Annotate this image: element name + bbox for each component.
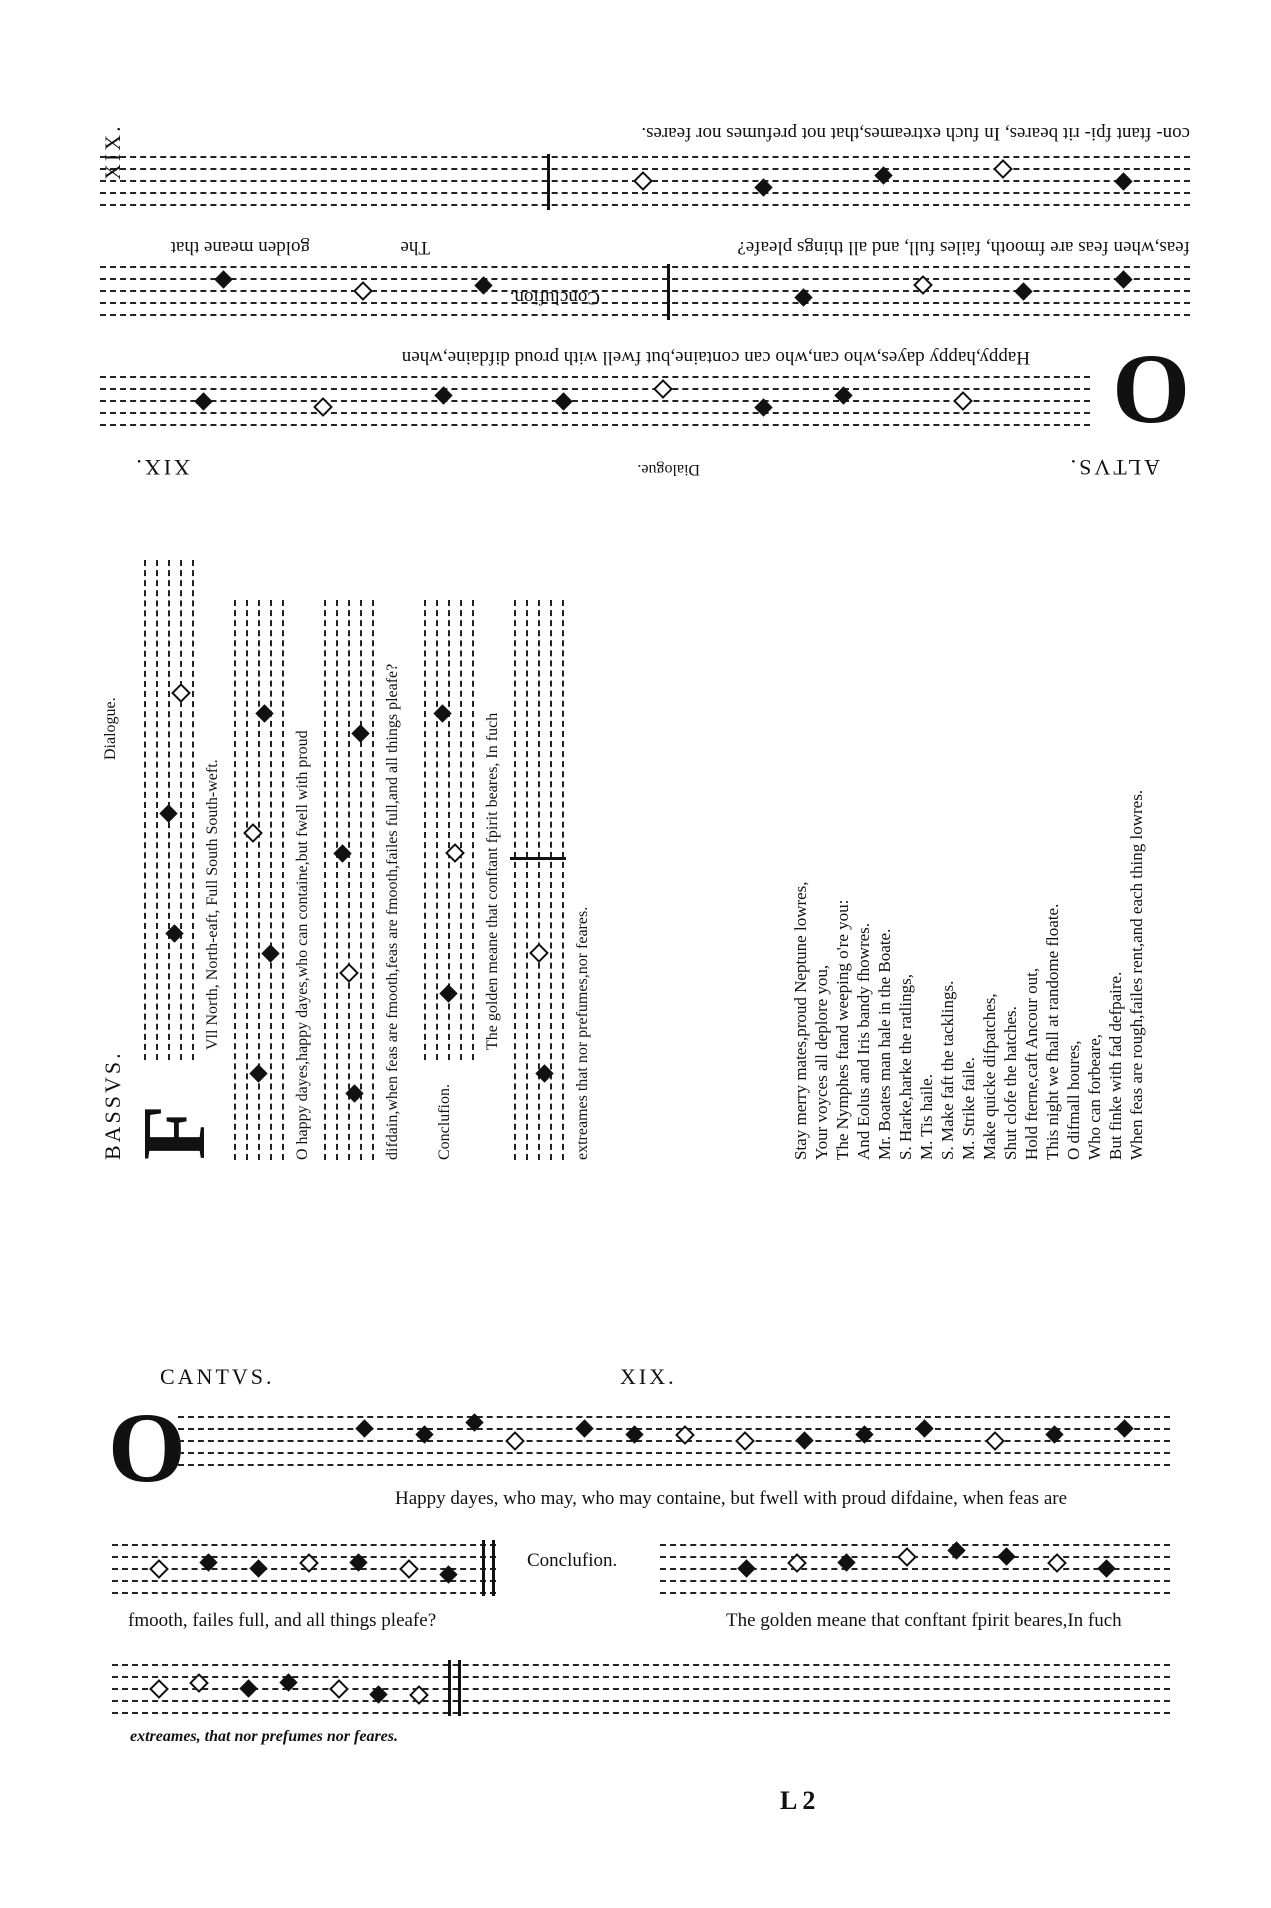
bassus-initial: F <box>125 1105 224 1160</box>
bassus-staff-2 <box>230 600 286 1160</box>
cantus-lyrics-4: extreames, that nor prefumes nor feares. <box>130 1728 398 1745</box>
poem-line: When feas are rough,failes rent,and each thing lowres. <box>1127 789 1146 1160</box>
poem-line: S. Harke,harke the ratlings, <box>896 974 915 1160</box>
cantus-staff-4 <box>112 1660 1170 1716</box>
altus-part <box>90 60 1190 480</box>
folio-signature: L 2 <box>780 1786 816 1815</box>
altus-section-title: Dialogue. <box>637 461 700 478</box>
poem-line: Hold fterne,caft Ancour out, <box>1022 967 1041 1160</box>
altus-voice-title: ALTVS. <box>1067 455 1160 480</box>
cantus-staff-3 <box>660 1540 1170 1596</box>
altus-staff-2 <box>100 264 1190 320</box>
altus-lyrics-1: Happy,happy dayes,who can,who can containe,but fwell with proud difdaine,when <box>401 347 1030 368</box>
cantus-voice-title: CANTVS. <box>160 1364 275 1389</box>
poem-line: Your voyces all deplore you, <box>812 964 831 1160</box>
cantus-lyrics-1: Happy dayes, who may, who may containe, but fwell with proud difdaine, when feas are <box>395 1488 1068 1509</box>
bassus-lyrics-5: extreames that nor prefumes,nor feares. <box>574 906 591 1160</box>
poem-line: M. Strike faile. <box>959 1057 978 1160</box>
altus-staff-3 <box>100 154 1190 210</box>
bassus-conclusion: Conclufion. <box>436 1084 453 1160</box>
bassus-section-title: Dialogue. <box>102 697 119 760</box>
poem-line: Who can forbeare, <box>1085 1033 1104 1160</box>
bassus-lyrics-2: O happy dayes,happy dayes,who can containe,but fwell with proud <box>294 730 311 1160</box>
poem-line: But finke with fad defpaire. <box>1106 971 1125 1160</box>
poem-line: Mr. Boates man hale in the Boate. <box>875 928 894 1160</box>
poem-line: O difmall houres, <box>1064 1040 1083 1160</box>
bassus-lyrics-1: Vll North, North-eaft, Full South South-weft. <box>204 759 221 1050</box>
cantus-lyrics-2: fmooth, failes full, and all things pleafe? <box>128 1610 437 1631</box>
altus-conclusion: Conclufion. <box>509 287 600 308</box>
bassus-staff-3 <box>320 600 376 1160</box>
poem-line: Shut clofe the hatches. <box>1001 1006 1020 1160</box>
dialogue-poem <box>790 740 1146 1160</box>
bassus-number: XIX. <box>100 123 125 180</box>
cantus-number: XIX. <box>620 1364 677 1389</box>
bassus-lyrics-4: The golden meane that conftant fpirit beares, In fuch <box>484 712 501 1050</box>
poem-line: Stay merry mates,proud Neptune lowres, <box>791 881 810 1160</box>
poem-line: This night we fhall at randome floate. <box>1043 903 1062 1160</box>
altus-lyrics-3b: golden meane that <box>170 237 310 258</box>
cantus-staff-2 <box>112 1540 496 1596</box>
bassus-voice-title: BASSVS. <box>100 1050 125 1160</box>
cantus-conclusion: Conclufion. <box>527 1550 618 1571</box>
altus-initial: O <box>1112 335 1190 446</box>
cantus-staff-1 <box>178 1412 1170 1468</box>
cantus-initial: O <box>108 1392 186 1503</box>
poem-line: Make quicke difpatches, <box>980 993 999 1160</box>
altus-lyrics-3a: The <box>400 237 430 258</box>
altus-staff-1 <box>100 374 1090 430</box>
bassus-staff-1 <box>140 560 196 1060</box>
bassus-lyrics-3: difdain,when feas are fmooth,feas are fmooth,failes full,and all things pleafe? <box>384 663 401 1160</box>
altus-lyrics-4: con- ftant fpi- rit beares, In fuch extreames,that not prefumes nor feares. <box>641 123 1190 144</box>
cantus-lyrics-3: The golden meane that conftant fpirit beares,In fuch <box>726 1610 1122 1631</box>
poem-line: And Eolus and Iris bandy fhowres. <box>854 922 873 1160</box>
bassus-staff-5 <box>510 600 566 1160</box>
bassus-staff-4 <box>420 600 476 1060</box>
altus-lyrics-2: feas,when feas are fmooth, failes full, and all things pleafe? <box>737 237 1190 258</box>
poem-line: S. Make faft the tacklings. <box>938 980 957 1160</box>
poem-line: M. Tis haile. <box>917 1074 936 1160</box>
altus-number: XIX. <box>133 455 190 480</box>
poem-line: The Nymphes ftand weeping o're you: <box>833 899 852 1160</box>
